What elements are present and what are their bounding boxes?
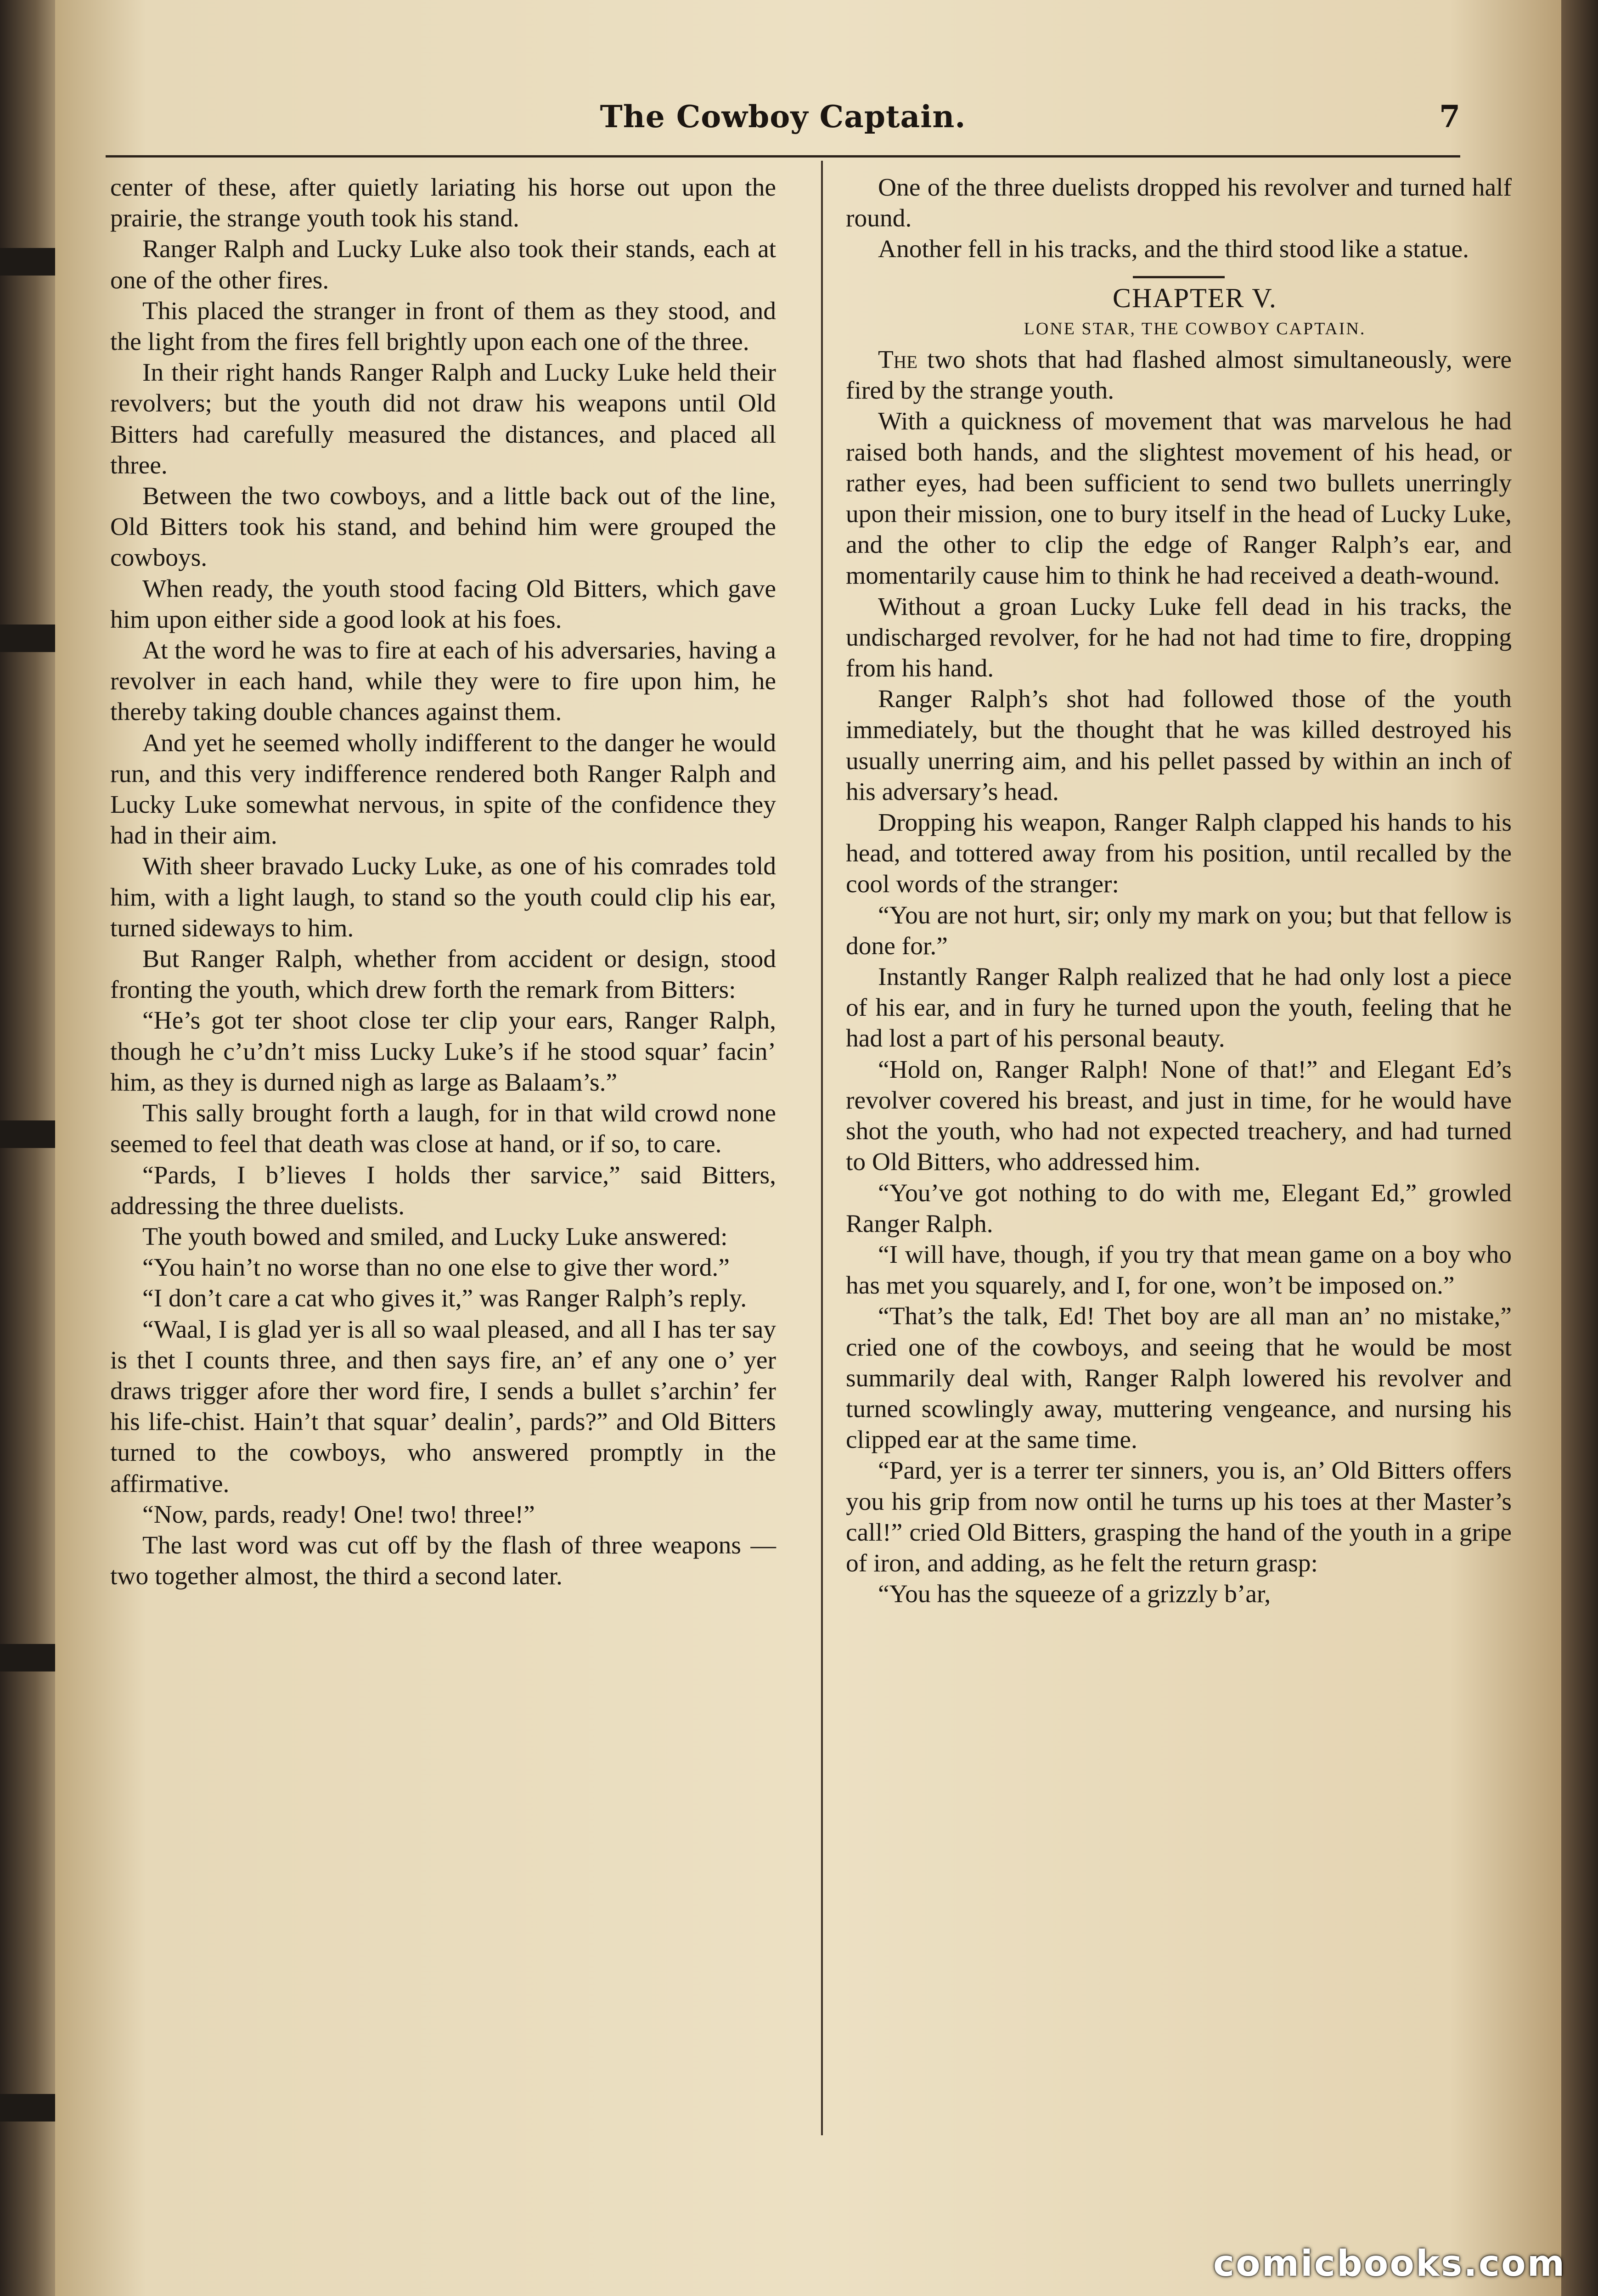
paragraph: Instantly Ranger Ralph realized that he had only lost a piece of his ear, and in fury he turned upon the youth, feeling that he had lost a part of his personal beauty.: [846, 963, 1512, 1053]
chapter-opening-paragraph: [846, 344, 1512, 406]
paragraph: “You hain’t no worse than no one else to give ther word.”: [142, 1254, 730, 1282]
paragraph: “Hold on, Ranger Ralph! None of that!” and Elegant Ed’s revolver covered his breast, and just in time, for he would have shot the youth, who had not expected treachery, and had turned to Old Bitters, who addressed him.: [846, 1055, 1512, 1176]
paragraph: One of the three duelists dropped his revolver and turned half round.: [846, 174, 1512, 233]
opening-word: The: [878, 346, 917, 374]
paragraph: In their right hands Ranger Ralph and Lucky Luke held their revolvers; but the youth did not draw his weapons until Old Bitters had carefully measured the distances, and placed all three.: [110, 359, 776, 479]
paragraph: Without a groan Lucky Luke fell dead in his tracks, the undischarged revolver, for he had not had time to fire, dropping from his hand.: [846, 592, 1512, 683]
paragraph: “You’ve got nothing to do with me, Elegant Ed,” growled Ranger Ralph.: [846, 1179, 1512, 1238]
running-title: The Cowboy Captain.: [600, 99, 966, 135]
paragraph: At the word he was to fire at each of his adversaries, having a revolver in each hand, while they were to fire upon him, he thereby taking double chances against them.: [110, 636, 776, 726]
site-watermark: comicbooks.com: [1213, 2243, 1566, 2285]
paragraph: Ranger Ralph and Lucky Luke also took their stands, each at one of the other fires.: [110, 235, 776, 294]
page-edge-shadow: [1561, 0, 1598, 2296]
chapter-title: CHAPTER V.: [1113, 282, 1277, 313]
paragraph: center of these, after quietly lariating his horse out upon the prairie, the strange youth took his stand.: [110, 174, 776, 233]
running-header: [106, 99, 1460, 149]
right-column: [846, 172, 1512, 1609]
chapter-subtitle: LONE STAR, THE COWBOY CAPTAIN.: [1024, 319, 1366, 338]
paragraph: With sheer bravado Lucky Luke, as one of his comrades told him, with a light laugh, to stand so the youth could clip his ear, turned sideways to him.: [110, 852, 776, 942]
paragraph: The last word was cut off by the flash of three weapons — two together almost, the third a second later.: [110, 1531, 776, 1591]
paragraph: “I don’t care a cat who gives it,” was Ranger Ralph’s reply.: [142, 1284, 747, 1313]
paragraph: Ranger Ralph’s shot had followed those of the youth immediately, but the thought that he was killed destroyed his usually unerring aim, and his pellet passed by within an inch of his adversary’s head.: [846, 685, 1512, 806]
page-number: 7: [1439, 99, 1460, 135]
paragraph: Between the two cowboys, and a little back out of the line, Old Bitters took his stand, and behind him were grouped the cowboys.: [110, 482, 776, 572]
column-divider: [821, 161, 823, 2135]
paragraph: “That’s the talk, Ed! Thet boy are all man an’ no mistake,” cried one of the cowboys, and seeing that he would be most summarily deal with, Ranger Ralph lowered his revolver and turned scowlingly away, muttering vengeance, and nursing his clipped ear at the same time.: [846, 1302, 1512, 1454]
left-column: [110, 172, 776, 1592]
paragraph: This placed the stranger in front of them as they stood, and the light from the fires fell brightly upon each one of the three.: [110, 297, 776, 356]
paragraph: But Ranger Ralph, whether from accident or design, stood fronting the youth, which drew forth the remark from Bitters:: [110, 945, 776, 1004]
paragraph: “Waal, I is glad yer is all so waal pleased, and all I has ter say is thet I counts three, and then says fire, an’ ef any one o’ yer draws trigger afore ther word fire, I sends a bullet s’archin’ fer his life-chist. Hain’t that squar’ dealin’, pards?” and Old Bitters turned to the cowboys, who answered promptly in the affirmative.: [110, 1315, 776, 1498]
paragraph: The youth bowed and smiled, and Lucky Luke answered:: [142, 1222, 728, 1251]
paragraph: “He’s got ter shoot close ter clip your ears, Ranger Ralph, though he c’u’dn’t miss Lucky Luke’s if he stood squar’ facin’ him, as they is durned nigh as large as Balaam’s.”: [110, 1007, 776, 1097]
paragraph: With a quickness of movement that was marvelous he had raised both hands, and the slightest movement of his head, or rather eyes, had been sufficient to send two bullets unerringly upon their mission, one to bury itself in the head of Lucky Luke, and the other to clip the edge of Ranger Ralph’s ear, and momentarily cause him to think he had received a death-wound.: [846, 407, 1512, 590]
header-rule: [106, 155, 1460, 158]
paragraph: “Now, pards, ready! One! two! three!”: [142, 1500, 535, 1529]
paragraph: “I will have, though, if you try that mean game on a boy who has met you squarely, and I, for one, won’t be imposed on.”: [846, 1240, 1512, 1300]
chapter-rule: [1133, 276, 1225, 278]
paragraph: “You are not hurt, sir; only my mark on you; but that fellow is done for.”: [846, 901, 1512, 960]
paragraph: “You has the squeeze of a grizzly b’ar,: [878, 1580, 1271, 1609]
paragraph: This sally brought forth a laugh, for in that wild crowd none seemed to feel that death was close at hand, or if so, to care.: [110, 1099, 776, 1159]
book-spine: [0, 0, 64, 2296]
opening-paragraph-text: two shots that had flashed almost simultaneously, were fired by the strange youth.: [846, 346, 1512, 405]
paragraph: When ready, the youth stood facing Old Bitters, which gave him upon either side a good look at his foes.: [110, 574, 776, 634]
paragraph: And yet he seemed wholly indifferent to the danger he would run, and this very indifference rendered both Ranger Ralph and Lucky Luke somewhat nervous, in spite of the confidence they had in their aim.: [110, 729, 776, 850]
paragraph: Dropping his weapon, Ranger Ralph clapped his hands to his head, and tottered away from his position, until recalled by the cool words of the stranger:: [846, 809, 1512, 899]
paragraph: “Pard, yer is a terrer ter sinners, you is, an’ Old Bitters offers you his grip from now ontil he turns up his toes at ther Master’s call!” cried Old Bitters, grasping the hand of the youth in a gripe of iron, and adding, as he felt the return grasp:: [846, 1457, 1512, 1577]
paragraph: “Pards, I b’lieves I holds ther sarvice,” said Bitters, addressing the three duelists.: [110, 1161, 776, 1220]
paragraph: Another fell in his tracks, and the third stood like a statue.: [878, 235, 1469, 264]
